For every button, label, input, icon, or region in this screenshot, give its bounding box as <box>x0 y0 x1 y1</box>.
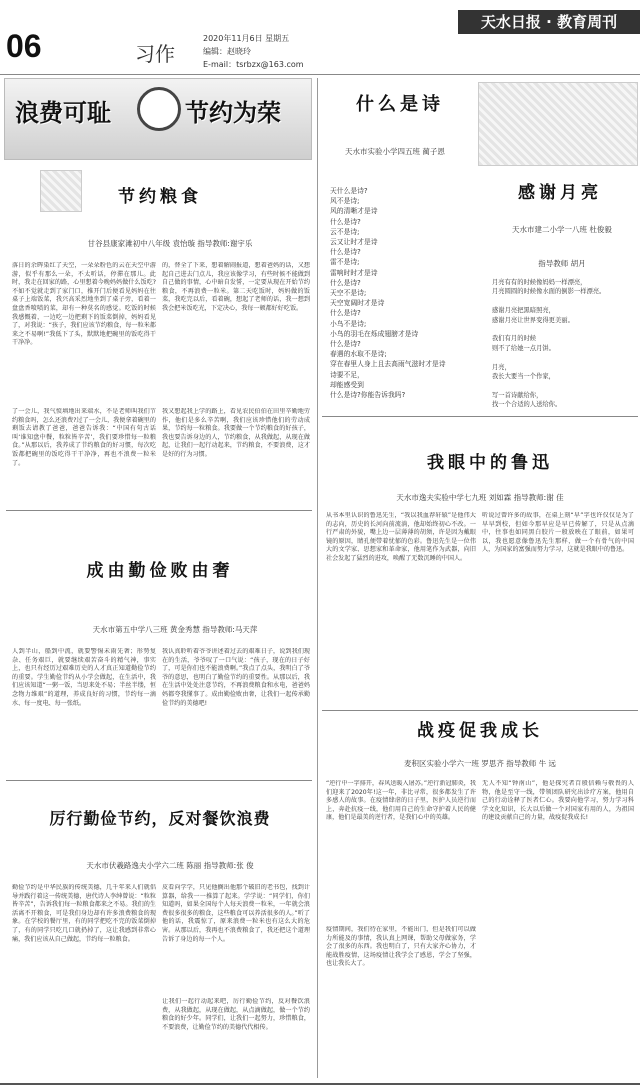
newspaper-brand: 天水日报 · 教育周刊 <box>458 10 640 34</box>
shiren-line: 小鸟不是诗; <box>330 319 367 328</box>
ganxie-line: 月亮， <box>492 363 511 371</box>
shiren-line: 雷不是诗; <box>330 258 360 267</box>
article-body-jieyue-1: 落日的余晖染红了天空，一朵朵粉色的云在天空中游游，似乎有那么一朵，不太听话，停滞在那儿。此时，我走在回家的路，心里想着今晚妈妈做什么饭吃?不如不觉就走到了家门口，推开门后便看见妈妈在往桌子上端饭菜，我兴高采烈地坐到了桌子旁，看着一盘盘香喷喷的菜，却有一种莫名的感觉。吃饭的时候我感慨着，一边吃一边把剩下的饭菜倒掉，妈妈看见了，对我说：“孩子，我们应该节约粮食，每一粒米都来之不易啊!”我低下了头，默默地把碗里的饭吃得干干净净。 <box>12 262 156 347</box>
article-byline-jieyue: 甘谷县康家滩初中八年级 袁怡璇 指导教师:谢宇乐 <box>87 239 253 248</box>
shiren-line: 什么是诗?你能告诉我吗? <box>330 391 406 400</box>
shiren-line: 诗要不足， <box>330 370 364 379</box>
banner-right-text: 节约为荣 <box>185 99 281 127</box>
ganxie-line: 感谢月亮把黑暗照亮， <box>492 307 555 315</box>
ganxie-line: 感谢月亮让世界变得更美丽。 <box>492 316 574 324</box>
shiren-line: 风不是诗; <box>330 197 360 206</box>
shiren-line: 天空不是诗; <box>330 289 367 298</box>
poem-shiren <box>330 186 490 410</box>
article-body-luxun-3: 听说过曾许多的故事，在桌上刻“早”字也许仅仅是为了早早到校，但如今那早应是早已传解了，只是从点滴中，往事也如同黑白胶片一般放映在了眼前，如果可以，我也愿意像鲁迅先生那样，做一个有骨气的中国人，为国家的富强而努力学习，这就是我眼中的鲁迅。 <box>482 512 634 554</box>
article-body-jieyue-3: 的，替全了下来，想着解闹报道，想着爸妈的话，又想起自己进去门点儿，我应该像学习，有些时候不能做到自己做的事情，心中暗自发誓，一定要从现在开始节约粮食，不再浪费一粒米。第二天吃饭时，妈妈做的饭菜，我吃完以后，看着碗，想起了老师的话，我一想到我会把米饭吃光，下定决心，我每一顿都好好吃饭。 <box>162 262 310 312</box>
shiren-line: 什么是诗? <box>330 217 361 226</box>
ganxie-line: 我长大要当一个作家， <box>492 373 555 381</box>
shiren-line: 穿在春里人身上且去高雨气滋时才是诗 <box>330 360 446 369</box>
theme-banner <box>4 78 312 160</box>
ganxie-line: 月亮圆圆的时候像水面的倒影一样漂亮。 <box>492 288 606 296</box>
moon-kids-illustration <box>478 82 638 166</box>
shiren-line: 什么是诗? <box>330 309 361 318</box>
ganxie-line: 找一个合适的人送给你。 <box>492 401 562 409</box>
shiren-line: 雷响时时才是诗 <box>330 268 378 277</box>
banner-left-text: 浪费可耻 <box>15 99 111 127</box>
shiren-line: 什么是诗? <box>330 248 361 257</box>
article-byline-luxun: 天水市逸夫实验中学七九班 刘如霖 指导教师:谢 佳 <box>396 493 564 502</box>
shiren-line: 天空宽阔时才是诗 <box>330 299 385 308</box>
article-body-zhanyi-2: 疫情期间，我们待在家里，不能出门，但是我们可以做力所能及的事情，我认真上网课，帮助父母做家务，学会了很多的东西。我也明白了，只有大家齐心协力，才能战胜疫情，这场疫情让我学会了感恩，学会了坚强，也让我长大了。 <box>326 926 476 968</box>
ganxie-line <box>492 325 638 334</box>
article-title-liyou: 厉行勤俭节约，反对餐饮浪费 <box>49 809 271 828</box>
ganxie-line: 我们有月的时候 <box>492 335 537 343</box>
article-body-liyou-2: 皮看向学学，只见他搁出他那个破旧的老书包，找到计算器，给我一一推算了起来。学学说：“同学们，你们知道吗，如果全国每个人每天浪费一粒米，一年就会浪费很多很多的粮食，这些粮食可以养活很多的人。”听了他的话，我震惊了，原来浪费一粒米也有这么大的危害。从那以后，我再也不浪费粮食了，我还把这个道理告诉了身边的每一个人。 <box>162 884 310 943</box>
poem-title-ganxie: 感谢月亮 <box>518 183 602 203</box>
article-body-chengyou-1: 人到半山，船到中流，就要警惕未雨先奢；形势复杂、任务艰巨，就要继续艰苦奋斗的精气神，事实上，也只有经历过艰难历史的人才真正知道勤俭节约的重要。学生勤俭节约从小学会做起，在生活中，我们应该知道“一粥一饭，当思来处不易；半丝半缕，恒念物力维艰”的道理，养成良好的习惯，节约每一滴水、每一度电、每一张纸。 <box>12 648 156 707</box>
ganxie-line <box>492 353 638 362</box>
article-body-chengyou-2: 我认真聆听着爷爷讲述着过去的艰难日子，说到我们现在的生活，爷爷叹了一口气说：“孩子，现在的日子好了，可是你们也不能浪费啊。”我点了点头，我明白了爷爷的意思，也明白了勤俭节约的重要性。从那以后，我在生活中处处注意节约，不再浪费粮食和水电，爸爸妈妈都夸我懂事了。成由勤俭败由奢，让我们一起传承勤俭节约的美德吧! <box>162 648 310 707</box>
article-byline-zhanyi: 麦积区实验小学六一班 罗思齐 指导教师 牛 远 <box>403 759 557 768</box>
page-number: 06 <box>6 28 42 64</box>
article-body-zhanyi-3: 无人不知“钟南山”，他是探究者百般信赖与敬畏的人物，他是至守一线，带领团队研究出诊疗方案，他用自己的行动诠释了医者仁心。我要向他学习，努力学习科学文化知识，长大以后做一个对国家有用的人，为祖国的建设贡献自己的力量，战疫促我成长! <box>482 780 634 822</box>
shiren-line: 云不是诗; <box>330 227 360 236</box>
ganxie-line: 则不了给她一点月饼。 <box>492 344 555 352</box>
rice-bowl-icon <box>137 87 181 131</box>
divider-3 <box>322 416 638 417</box>
shiren-line: 春遇的水取不是诗; <box>330 350 387 359</box>
divider-2 <box>6 780 312 781</box>
poem-teacher-ganxie: 指导教师 胡月 <box>538 259 586 268</box>
article-body-luxun-1: 从书本里认识的鲁迅先生，“我以我血荐轩辕”是他伟大的志向，历史的长河向前流淌，他却始终初心不改。一行严肃的外貌，嘴上边一层薄薄的胡须，许是因为戴眼镜的原因，睛孔便带着忧郁的色彩。鲁迅先生是一位伟大的文学家、思想家和革命家，他用笔作为武器，向旧社会发起了猛烈的进攻，唤醒了无数沉睡的中国人。 <box>326 512 476 562</box>
ganxie-line <box>492 381 638 390</box>
shiren-line: 什么是诗? <box>330 278 361 287</box>
editor-email: E-mail：tsrbzx@163.com <box>203 60 304 69</box>
article-byline-chengyou: 天水市第五中学八三班 黄金秀慧 指导教师:马天萍 <box>92 625 258 634</box>
shiren-line: 小鸟的羽毛在烁成翅膀才是诗 <box>330 329 419 338</box>
masthead-meta <box>203 32 304 71</box>
article-title-zhanyi: 战疫促我成长 <box>417 721 543 741</box>
issue-date: 2020年11月6日 星期五 <box>203 34 290 43</box>
editor-name: 编辑：赵晓玲 <box>203 47 251 56</box>
shiren-line: 什么是诗? <box>330 340 361 349</box>
shiren-line: 却能感受到 <box>330 380 364 389</box>
article-title-luxun: 我眼中的鲁迅 <box>427 453 553 473</box>
ganxie-line: 写一首诗献给你， <box>492 391 543 399</box>
ganxie-line <box>492 297 638 306</box>
divider-1 <box>6 510 312 511</box>
article-title-chengyou: 成由勤俭败由奢 <box>86 561 234 581</box>
shiren-line: 风的清晰才是诗 <box>330 207 378 216</box>
ganxie-line: 月亮有有的时候像妈妈一样漂亮， <box>492 279 587 286</box>
divider-4 <box>322 710 638 711</box>
column-divider <box>317 78 318 1078</box>
article-title-jieyue: 节约粮食 <box>118 187 202 207</box>
article-body-zhanyi-1: “逆行中一字排开，春风送暖入屠苏。”逆行新冠肺炎，我们迎来了2020年!这一年，非比寻常，很多都发生了许多感人的故事。在疫情肆虐的日子里，医护人员逆行而上，奔赴抗疫一线，他们用自己的生命守护着人民的健康，他们是最美的逆行者，是我们心中的英雄。 <box>326 780 476 822</box>
article-byline-liyou: 天水市伏羲路逸夫小学六二班 陈丽 指导教师:张 俊 <box>86 861 254 870</box>
poem-title-shiren: 什么是诗 <box>356 94 444 115</box>
article-body-jieyue-2: 了一会儿，我气愤填地出来端水，不是老师叫我们节约粮食吗，怎么还浪费?过了一会儿，我便拿着碗里的剩饭去请教了爸爸，爸爸告诉我：“中国有句古话叫‘谁知盘中餐，粒粒皆辛苦’，我们要珍惜每一粒粮食。”从那以后，我养成了节约粮食的好习惯，每次吃饭都把碗里的饭吃得干干净净，再也不浪费一粒米了。 <box>12 408 156 467</box>
article-body-liyou-3: 让我们一起行动起来吧，厉行勤俭节约，反对餐饮浪费，从我做起，从现在做起，从点滴做起，做一个节约粮食的好少年。同学们，让我们一起努力，珍惜粮食，不要浪费，让勤俭节约的美德代代相传。 <box>162 998 310 1031</box>
shiren-line: 云又让时才是诗 <box>330 238 378 247</box>
masthead-divider <box>0 74 640 75</box>
poem-ganxie <box>492 278 638 410</box>
section-title: 习作 <box>135 42 175 66</box>
article-body-liyou-1: 勤俭节约是中华民族的传统美德，几千年来人们就倡导并践行着这一传统美德，唐代诗人李绅曾说：“粒粒皆辛苦”，告诉我们每一粒粮食都来之不易。我们的生活离不开粮食，可是我们身边却有许多浪费粮食的现象。在学校的餐厅里，有的同学把吃不完的饭菜倒掉了，有的同学只吃几口就扔掉了，这让我感到非常心痛，我们应该从自己做起，节约每一粒粮食。 <box>12 884 156 943</box>
shiren-line: 天什么是诗? <box>330 187 368 195</box>
poem-byline-ganxie: 天水市建二小学一八班 杜俊毅 <box>512 225 612 234</box>
article-body-jieyue-4: 我又想起我上学的路上，看见农民伯伯在田里辛勤地劳作，他们是多么辛苦啊，我们应该珍惜他们的劳动成果，节约每一粒粮食。我要做一个节约粮食的好孩子，我也要告诉身边的人，节约粮食，从我做起，从现在做起，让我们一起行动起来，节约粮食，不要浪费，这才是好的行为习惯。 <box>162 408 310 458</box>
poem-byline-shiren: 天水市实验小学四五班 蔺子恩 <box>345 147 445 156</box>
